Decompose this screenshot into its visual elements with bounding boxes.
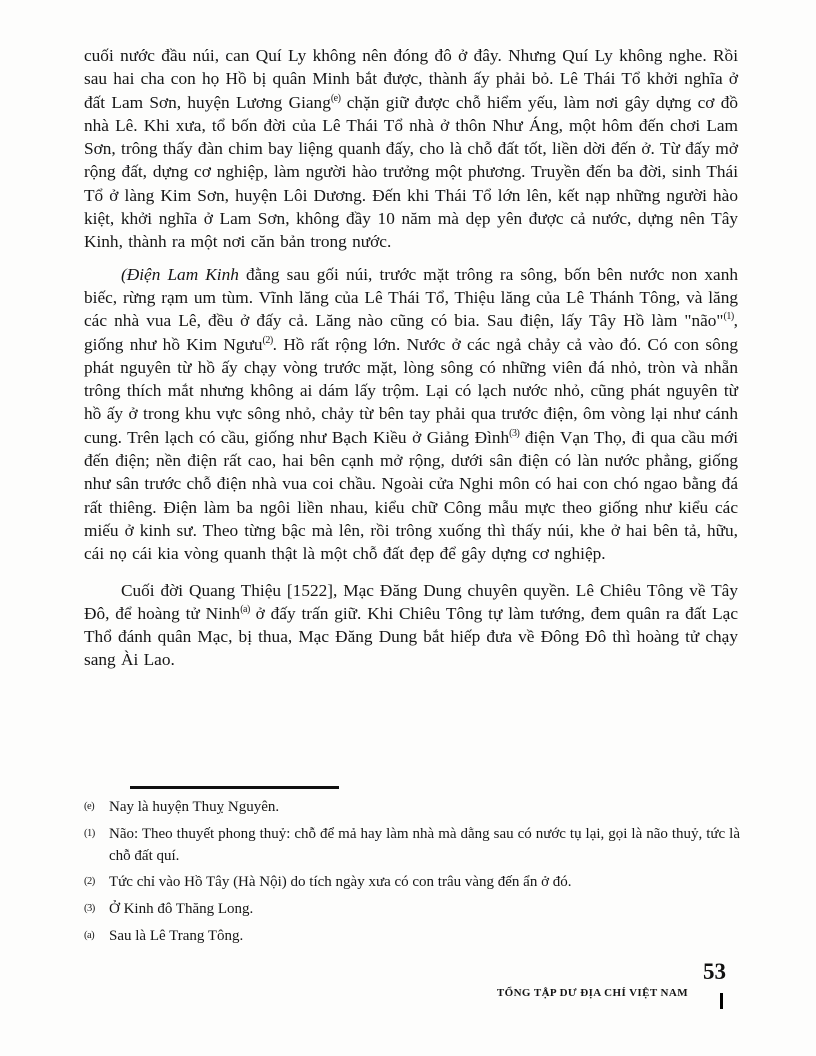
- footnote-marker: (2): [84, 876, 95, 888]
- page-number-tick-mark: [720, 993, 723, 1009]
- footnote-text: Nay là huyện Thuỵ Nguyên.: [109, 799, 280, 815]
- page-number: 53: [703, 959, 726, 984]
- footnote-text: Sau là Lê Trang Tông.: [109, 927, 244, 944]
- footnote-marker: (1): [84, 827, 95, 839]
- footnote-item: [84, 824, 740, 868]
- footnote-text: Tức chỉ vào Hồ Tây (Hà Nội) do tích ngày xưa có con trâu vàng đến ẩn ở đó.: [109, 874, 572, 891]
- footnote-marker: (a): [84, 929, 95, 941]
- footnote-text: Ở Kinh đô Thăng Long.: [109, 901, 254, 918]
- footnote-list: [84, 797, 740, 953]
- paragraph-continued: cuối nước đầu núi, can Quí Ly không nên đóng đô ở đây. Nhưng Quí Ly không nghe. Rồi sau hai cha con họ Hồ bị quân Minh bắt được, thành ấy phải bỏ. Lê Thái Tổ khởi nghĩa ở đất Lam Sơn, huyện Lương Giang$^{(e)}$ chặn giữ được chỗ hiểm yếu, làm nơi gây dựng cơ đồ nhà Lê. Khi xưa, tổ bốn đời của Lê Thái Tổ nhà ở thôn Như Áng, một hôm đến chơi Lam Sơn, trông thấy đàn chim bay liệng quanh đấy, cho là chỗ đất tốt, liền dời đến ở. Từ đấy mở rộng đất, dựng cơ nghiệp, làm người hào trưởng một phương. Truyền đến ba đời, sinh Thái Tổ ở làng Kim Sơn, huyện Lôi Dương. Đến khi Thái Tổ lớn lên, kết nạp những người hào kiệt, khởi nghĩa ở Lam Sơn, không đầy 10 năm mà dẹp yên được cả nước, dựng nên Tây Kinh, thành ra một nơi căn bản trong nước.: [84, 46, 738, 252]
- footnote-separator-rule: [130, 786, 339, 789]
- paragraph-dien-lam-kinh: (Điện Lam Kinh đằng sau gối núi, trước mặt trông ra sông, bốn bên nước non xanh biếc, rừng rạm um tùm. Vĩnh lăng của Lê Thái Tổ, Thiệu lăng của Lê Thánh Tông, và lăng các nhà vua Lê, đều ở đấy cả. Lăng nào cũng có bia. Sau điện, lấy Tây Hồ làm "não"$^{(1)}$, giống như hồ Kim Ngưu$^{(2)}$. Hồ rất rộng lớn. Nước ở các ngả chảy cả vào đó. Có con sông phát nguyên từ hồ ấy chạy vòng trước mặt, lòng sông có những viên đá nhỏ, tròn và nhẵn trông thích mắt nhưng không ai dám lấy trộm. Lại có lạch nước nhỏ, cũng phát nguyên từ hồ ấy ở trong khu vực sông nhỏ, chảy từ bên tay phải qua trước điện, ôm vòng lại như cánh cung. Trên lạch có cầu, giống như Bạch Kiều ở Giảng Đình$^{(3)}$ điện Vạn Thọ, đi qua cầu mới đến điện; nền điện rất cao, hai bên cạnh mở rộng, dưới sân điện có làn nước phẳng, giống như sân trước chỗ điện nhà vua coi chầu. Ngoài cửa Nghi môn có hai con chó ngao bằng đá rất thiêng. Điện làm ba ngôi liền nhau, kiểu chữ Công mẫu mực theo giống như kiểu các miếu ở kinh sư. Theo từng bậc mà lên, rồi trông xuống thì thấy núi, khe ở hai bên tả, hữu, cái nọ cái kia vòng quanh thật là một chỗ đất đẹp để gây dựng cơ nghiệp.: [84, 264, 739, 564]
- body-text: [84, 44, 738, 672]
- series-title: TỔNG TẬP DƯ ĐỊA CHÍ VIỆT NAM: [496, 987, 688, 999]
- footnote-item: [84, 899, 740, 921]
- footnote-item: [84, 872, 740, 894]
- paragraph-quang-thieu: Cuối đời Quang Thiệu [1522], Mạc Đăng Dung chuyên quyền. Lê Chiêu Tông về Tây Đô, để hoàng tử Ninh$^{(a)}$ ở đấy trấn giữ. Khi Chiêu Tông tự làm tướng, đem quân ra đất Lạc Thổ đánh quân Mạc, bị thua, Mạc Đăng Dung bắt hiếp đưa về Đông Đô thì hoàng tử chạy sang Ài Lao.: [84, 580, 738, 670]
- footnote-item: [84, 797, 740, 819]
- footnote-item: [84, 926, 740, 948]
- footnote-text: Não: Theo thuyết phong thuỷ: chỗ để mả hay làm nhà mà dằng sau có nước tụ lại, gọi là não thuỷ, tức là chỗ đất quí.: [109, 825, 740, 864]
- footnote-marker: (3): [84, 903, 95, 915]
- footnote-marker: (e): [84, 801, 95, 812]
